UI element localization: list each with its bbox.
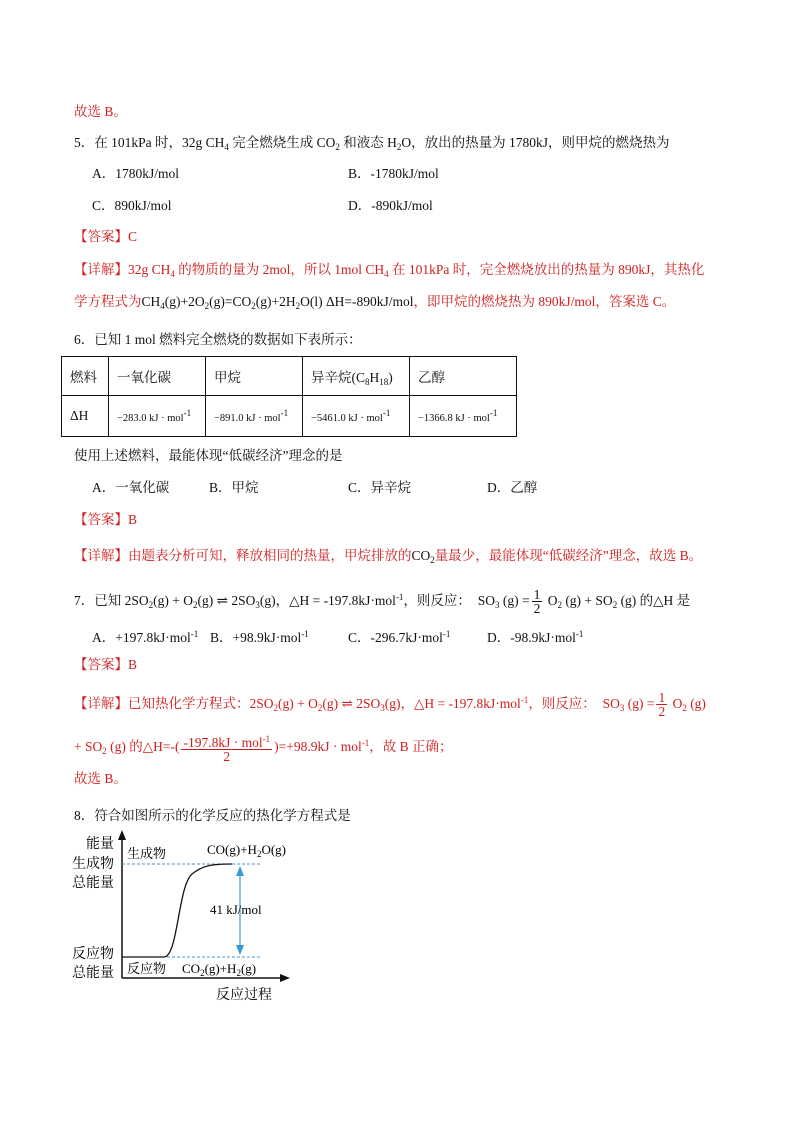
reactant-label: 反应物 (127, 961, 167, 976)
product-total-label-2: 总能量 (72, 876, 114, 891)
table-cell: 甲烷 (206, 357, 303, 396)
reactant-total-label-2: 总能量 (72, 966, 114, 981)
q7-conclusion: 故选 B。 (74, 771, 127, 786)
q7-answer: 【答案】B (74, 657, 138, 672)
table-cell: −1366.8 kJ · mol$^{-1}$ (410, 396, 517, 437)
product-total-label-1: 生成物 (72, 857, 114, 872)
table-row (62, 396, 517, 437)
q6-stem: 6．已知 1 mol 燃料完全燃烧的数据如下表所示： (74, 332, 362, 347)
table-cell: −283.0 kJ · mol$^{-1}$ (109, 396, 206, 437)
q7-detail-line1: 【详解】已知热化学方程式：$2SO_2(g) + O_2(g)$ ⇌ $2SO_3(g)$，△H = -197.8kJ·mol$^{-1}$，则反应： $SO_3$ (g) = $\frac{1}{2}$ $O_2$ (g) (74, 690, 706, 720)
y-axis-label: 能量 (86, 837, 114, 852)
x-axis-arrow-icon (280, 974, 290, 982)
q6-detail: 【详解】由题表分析可知，释放相同的热量，甲烷排放的$CO_2$量最少，最能体现“低碳经济”理念，故选 B。 (74, 548, 703, 565)
fuel-table (61, 356, 517, 437)
q8-number: 8． (74, 808, 95, 823)
fraction-half: $\frac{1}{2}$ (658, 690, 666, 720)
table-cell: ΔH (62, 396, 109, 437)
q6-number: 6． (74, 332, 95, 347)
delta-arrow-up-icon (236, 866, 244, 876)
fraction-half: $\frac{1}{2}$ (533, 587, 541, 617)
y-axis-arrow-icon (118, 830, 126, 840)
delta-arrow-down-icon (236, 945, 244, 955)
q6-option-a[interactable]: A．一氧化碳 (92, 480, 170, 495)
q6-option-c[interactable]: C．异辛烷 (348, 480, 412, 495)
energy-diagram (60, 826, 310, 1006)
delta-label: 41 kJ/mol (210, 902, 262, 917)
q7-number: 7． (74, 593, 95, 608)
q5-option-c[interactable]: C．890kJ/mol (92, 198, 172, 213)
q6-answer: 【答案】B (74, 512, 138, 527)
table-cell: 燃料 (62, 357, 109, 396)
q8-stem: 8．符合如图所示的化学反应的热化学方程式是 (74, 808, 351, 823)
equilibrium-arrow-icon: ⇌ (213, 593, 232, 608)
q5-answer: 【答案】C (74, 229, 138, 244)
q7-option-b[interactable]: B．+98.9kJ·mol$^{-1}$ (210, 629, 309, 645)
table-cell: 异辛烷$(C_8H_{18})$ (303, 357, 410, 396)
table-cell: −891.0 kJ · mol$^{-1}$ (206, 396, 303, 437)
product-formula: $CO(g)+H_2O(g)$ (207, 842, 286, 859)
reactant-total-label-1: 反应物 (72, 947, 114, 962)
q5-stem: 5．在 101kPa 时，32g $CH_4$ 完全燃烧生成 $CO_2$ 和液态 $H_2O$，放出的热量为 1780kJ，则甲烷的燃烧热为 (74, 135, 670, 152)
equilibrium-arrow-icon: ⇌ (338, 696, 357, 711)
q6-option-b[interactable]: B．甲烷 (209, 480, 259, 495)
q5-detail-line2: 学方程式为$CH_4(g)+2O_2(g)=CO_2(g)+2H_2O(l)$ ΔH=-890kJ/mol，即甲烷的燃烧热为 890kJ/mol，答案选 C。 (74, 294, 676, 311)
q7-option-c[interactable]: C．-296.7kJ·mol$^{-1}$ (348, 629, 451, 645)
table-cell: 一氧化碳 (109, 357, 206, 396)
q6-prompt: 使用上述燃料，最能体现“低碳经济”理念的是 (74, 448, 343, 463)
x-axis-label: 反应过程 (216, 988, 272, 1003)
q7-stem: 7．已知 $2SO_2(g) + O_2(g)$ ⇌ $2SO_3(g)$，△H = -197.8kJ·mol$^{-1}$，则反应： $SO_3$ (g) = $\frac{1}{2}$ $O_2$ $(g) + SO_2$ (g) 的△H 是 (74, 587, 691, 617)
q5-number: 5． (74, 135, 95, 150)
table-cell: 乙醇 (410, 357, 517, 396)
q7-detail-line2: + $SO_2$ (g) 的△H=-( $\frac{-197.8kJ \cdot mol^{-1}}{2}$ )=+98.9kJ · mol$^{-1}$，故 B 正确； (74, 734, 453, 764)
q5-option-a[interactable]: A．1780kJ/mol (92, 166, 180, 181)
q6-option-d[interactable]: D．乙醇 (487, 480, 538, 495)
q5-option-b[interactable]: B．-1780kJ/mol (348, 166, 439, 181)
q5-thermo-equation: $CH_4(g)+2O_2(g)=CO_2(g)+2H_2O(l)$ ΔH=-890kJ/mol (141, 294, 414, 311)
q7-option-d[interactable]: D．-98.9kJ·mol$^{-1}$ (487, 629, 584, 645)
reactant-formula: $CO_2(g)+H_2(g)$ (182, 961, 257, 978)
product-label: 生成物 (127, 846, 167, 861)
table-cell: −5461.0 kJ · mol$^{-1}$ (303, 396, 410, 437)
q7-option-a[interactable]: A．+197.8kJ·mol$^{-1}$ (92, 629, 199, 645)
q5-detail-line1: 【详解】32g $CH_4$ 的物质的量为 2mol，所以 1mol $CH_4$ 在 101kPa 时，完全燃烧放出的热量为 890kJ，其热化 (74, 262, 705, 279)
fraction-dh: $\frac{-197.8kJ \cdot mol^{-1}}{2}$ (183, 734, 271, 764)
table-row (62, 357, 517, 396)
q4-conclusion: 故选 B。 (74, 104, 127, 119)
q5-option-d[interactable]: D．-890kJ/mol (348, 198, 433, 213)
